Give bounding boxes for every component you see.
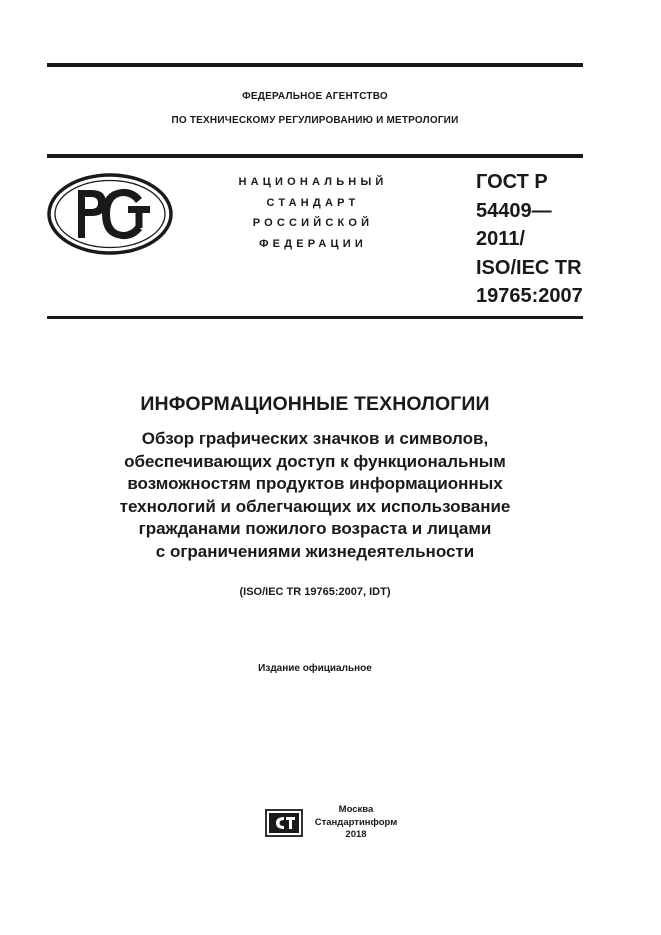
subtitle-line3: возможностям продуктов информационных <box>127 474 503 493</box>
designation-line1: ГОСТ Р <box>476 171 548 193</box>
national-standard-line1: НАЦИОНАЛЬНЫЙ <box>238 176 388 188</box>
agency-name-line1: ФЕДЕРАЛЬНОЕ АГЕНТСТВО <box>242 91 388 102</box>
publisher-imprint <box>306 804 406 842</box>
header-bottom-rule <box>47 316 583 319</box>
top-rule <box>47 63 583 67</box>
designation-line3: 2011/ <box>476 228 525 250</box>
subtitle-line6: с ограничениями жизнедеятельности <box>155 541 475 561</box>
national-standard-label <box>218 172 408 254</box>
subtitle-line2: обеспечивающих доступ к функциональным <box>124 451 506 471</box>
standard-designation <box>476 168 616 311</box>
national-standard-line2: СТАНДАРТ <box>266 196 360 209</box>
rst-logo-icon <box>46 172 174 256</box>
document-title: ИНФОРМАЦИОННЫЕ ТЕХНОЛОГИИ <box>140 393 490 415</box>
header-divider <box>47 154 583 158</box>
standartinform-logo-icon <box>265 809 303 837</box>
iso-reference: (ISO/IEC TR 19765:2007, IDT) <box>239 586 391 598</box>
national-standard-line4: ФЕДЕРАЦИИ <box>259 237 367 250</box>
agency-name-line2: ПО ТЕХНИЧЕСКОМУ РЕГУЛИРОВАНИЮ И МЕТРОЛОГИИ <box>171 115 459 126</box>
designation-line4: ISO/IEC TR <box>476 256 582 279</box>
subtitle-line4: технологий и облегчающих их использование <box>119 496 511 516</box>
edition-label: Издание официальное <box>258 663 372 674</box>
subtitle-line5: гражданами пожилого возраста и лицами <box>138 519 492 538</box>
national-standard-line3: РОССИЙСКОЙ <box>252 217 374 229</box>
imprint-city: Москва <box>338 804 374 815</box>
imprint-publisher: Стандартинформ <box>314 816 398 828</box>
imprint-year: 2018 <box>345 829 367 840</box>
designation-line2: 54409— <box>476 199 552 222</box>
designation-line5: 19765:2007 <box>476 285 583 307</box>
document-subtitle <box>70 428 560 563</box>
subtitle-line1: Обзор графических значков и символов, <box>141 429 489 448</box>
